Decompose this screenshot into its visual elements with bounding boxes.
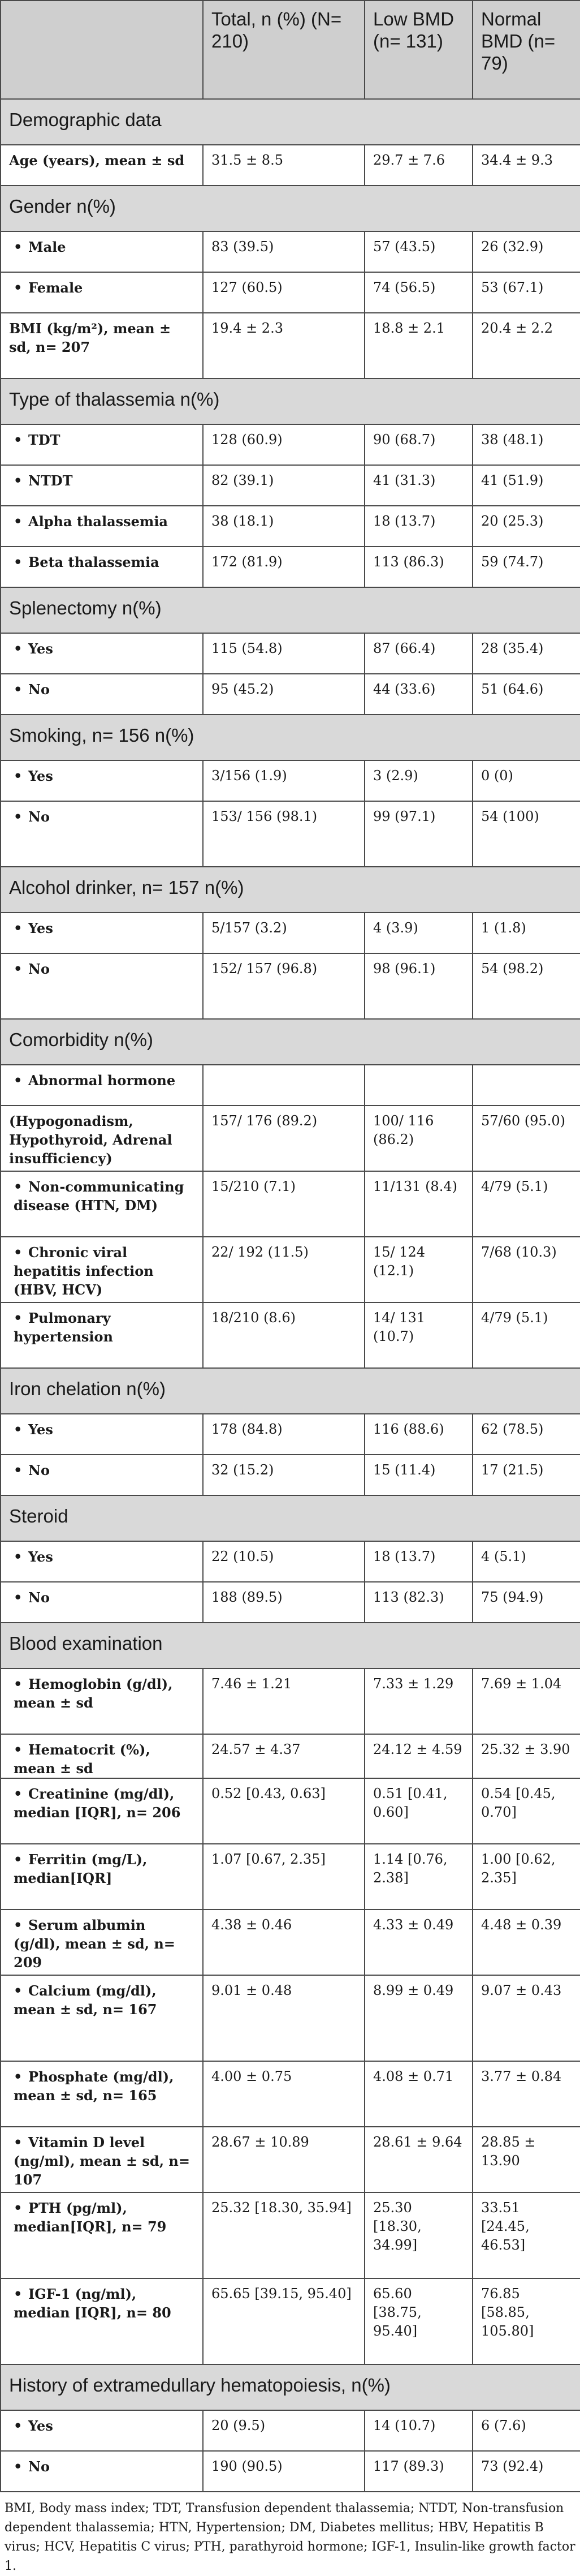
section-title: Steroid — [1, 1495, 580, 1541]
total-value-cell: 4.00 ± 0.75 — [203, 2061, 365, 2127]
table-row — [1, 2061, 580, 2127]
low-bmd-value-cell: 90 (68.7) — [365, 424, 473, 465]
row-label: Yes — [28, 1549, 53, 1565]
low-bmd-value-cell — [365, 1065, 473, 1106]
row-label-cell — [1, 465, 203, 506]
section-row-demographic-data — [1, 99, 580, 145]
bullet-marker: • — [14, 432, 23, 448]
table-row — [1, 1582, 580, 1623]
bullet-marker: • — [14, 2458, 23, 2475]
row-label-cell — [1, 547, 203, 587]
table-footnote: BMI, Body mass index; TDT, Transfusion dependent thalassemia; NTDT, Non-transfusion dependent thalassemia; HTN, Hypertension; DM, Diabetes mellitus; HBV, Hepatitis B virus; HCV, Hepatitis C virus; PTH, parathyroid hormone; IGF-1, Insulin-like growth factor 1. — [5, 2501, 575, 2573]
table-row — [1, 1734, 580, 1778]
total-value-cell: 22/ 192 (11.5) — [203, 1237, 365, 1302]
normal-bmd-value-cell: 7/68 (10.3) — [473, 1237, 580, 1302]
row-label-cell — [1, 1065, 203, 1106]
total-value-cell: 22 (10.5) — [203, 1541, 365, 1582]
section-row-steroid — [1, 1495, 580, 1541]
row-label: IGF-1 (ng/ml), median [IQR], n= 80 — [14, 2286, 171, 2321]
table-row — [1, 2451, 580, 2492]
row-label-cell — [1, 2192, 203, 2278]
low-bmd-value-cell: 7.33 ± 1.29 — [365, 1668, 473, 1734]
row-label: Age (years), mean ± sd — [9, 152, 185, 169]
table-row — [1, 1910, 580, 1975]
row-label: Alpha thalassemia — [28, 513, 168, 530]
row-label-cell — [1, 760, 203, 801]
low-bmd-value-cell: 29.7 ± 7.6 — [365, 145, 473, 186]
row-label-cell — [1, 1910, 203, 1975]
total-value-cell: 3/156 (1.9) — [203, 760, 365, 801]
table-row — [1, 1065, 580, 1106]
table-row — [1, 272, 580, 313]
table-row — [1, 506, 580, 547]
bullet-marker: • — [14, 1741, 23, 1758]
total-value-cell: 15/210 (7.1) — [203, 1171, 365, 1237]
bullet-marker: • — [14, 768, 23, 784]
section-title: Smoking, n= 156 n(%) — [1, 715, 580, 760]
row-label-cell — [1, 674, 203, 715]
bullet-marker: • — [14, 1917, 23, 1933]
total-value-cell: 65.65 [39.15, 95.40] — [203, 2278, 365, 2364]
normal-bmd-value-cell: 3.77 ± 0.84 — [473, 2061, 580, 2127]
total-value-cell: 157/ 176 (89.2) — [203, 1106, 365, 1171]
total-value-cell: 25.32 [18.30, 35.94] — [203, 2192, 365, 2278]
row-label-cell — [1, 424, 203, 465]
low-bmd-value-cell: 1.14 [0.76, 2.38] — [365, 1844, 473, 1910]
table-row — [1, 1844, 580, 1910]
row-label-cell — [1, 2410, 203, 2451]
bullet-marker: • — [14, 681, 23, 698]
low-bmd-value-cell: 98 (96.1) — [365, 953, 473, 1019]
table-row — [1, 2192, 580, 2278]
row-label: Hemoglobin (g/dl), mean ± sd — [14, 1676, 173, 1711]
low-bmd-value-cell: 87 (66.4) — [365, 633, 473, 674]
total-value-cell: 38 (18.1) — [203, 506, 365, 547]
table-row — [1, 231, 580, 272]
row-label-cell — [1, 313, 203, 379]
normal-bmd-value-cell: 54 (100) — [473, 801, 580, 867]
normal-bmd-value-cell: 0.54 [0.45, 0.70] — [473, 1778, 580, 1844]
low-bmd-value-cell: 18.8 ± 2.1 — [365, 313, 473, 379]
row-label-cell — [1, 953, 203, 1019]
low-bmd-value-cell: 14 (10.7) — [365, 2410, 473, 2451]
table-row — [1, 465, 580, 506]
row-label: Serum albumin (g/dl), mean ± sd, n= 209 — [14, 1917, 175, 1971]
section-row-alcohol-drinker-n-157-n — [1, 867, 580, 913]
normal-bmd-value-cell: 33.51 [24.45, 46.53] — [473, 2192, 580, 2278]
table-row — [1, 1668, 580, 1734]
row-label: PTH (pg/ml), median[IQR], n= 79 — [14, 2200, 167, 2235]
low-bmd-value-cell: 113 (82.3) — [365, 1582, 473, 1623]
total-value-cell: 32 (15.2) — [203, 1455, 365, 1495]
row-label: Non-communicating disease (HTN, DM) — [14, 1179, 184, 1214]
bullet-marker: • — [14, 472, 23, 489]
section-row-type-of-thalassemia-n — [1, 379, 580, 424]
normal-bmd-value-cell: 0 (0) — [473, 760, 580, 801]
normal-bmd-value-cell: 25.32 ± 3.90 — [473, 1734, 580, 1778]
row-label-cell — [1, 2278, 203, 2364]
row-label: No — [28, 681, 50, 698]
table-row — [1, 760, 580, 801]
section-row-iron-chelation-n — [1, 1368, 580, 1414]
bullet-marker: • — [14, 1676, 23, 1692]
row-label: Vitamin D level (ng/ml), mean ± sd, n= 107 — [14, 2134, 190, 2188]
low-bmd-value-cell: 57 (43.5) — [365, 231, 473, 272]
bullet-marker: • — [14, 2134, 23, 2151]
total-value-cell: 115 (54.8) — [203, 633, 365, 674]
normal-bmd-value-cell: 38 (48.1) — [473, 424, 580, 465]
low-bmd-value-cell: 8.99 ± 0.49 — [365, 1975, 473, 2061]
bullet-marker: • — [14, 2200, 23, 2216]
row-label: Female — [28, 279, 83, 296]
low-bmd-value-cell: 18 (13.7) — [365, 1541, 473, 1582]
row-label: Ferritin (mg/L), median[IQR] — [14, 1851, 148, 1886]
table-body — [1, 99, 580, 2492]
row-label: Abnormal hormone — [28, 1072, 176, 1089]
row-label: No — [28, 1462, 50, 1478]
total-value-cell: 95 (45.2) — [203, 674, 365, 715]
low-bmd-value-cell: 65.60 [38.75, 95.40] — [365, 2278, 473, 2364]
row-label-cell — [1, 1668, 203, 1734]
total-value-cell: 172 (81.9) — [203, 547, 365, 587]
row-label: Yes — [28, 768, 53, 784]
row-label-cell — [1, 1541, 203, 1582]
row-label-cell — [1, 913, 203, 953]
normal-bmd-value-cell: 4/79 (5.1) — [473, 1302, 580, 1368]
section-title: Alcohol drinker, n= 157 n(%) — [1, 867, 580, 913]
low-bmd-value-cell: 74 (56.5) — [365, 272, 473, 313]
normal-bmd-value-cell: 62 (78.5) — [473, 1414, 580, 1455]
row-label: NTDT — [28, 472, 73, 489]
normal-bmd-value-cell: 28.85 ± 13.90 — [473, 2127, 580, 2192]
row-label: TDT — [28, 432, 60, 448]
bullet-marker: • — [14, 513, 23, 530]
total-value-cell: 82 (39.1) — [203, 465, 365, 506]
normal-bmd-value-cell: 28 (35.4) — [473, 633, 580, 674]
bullet-marker: • — [14, 1982, 23, 1999]
bullet-marker: • — [14, 2418, 23, 2434]
row-label: Hematocrit (%), mean ± sd — [14, 1741, 150, 1777]
header-total: Total, n (%) (N= 210) — [203, 1, 365, 99]
low-bmd-value-cell: 28.61 ± 9.64 — [365, 2127, 473, 2192]
bullet-marker: • — [14, 1421, 23, 1438]
table-row — [1, 1171, 580, 1237]
section-title: Iron chelation n(%) — [1, 1368, 580, 1414]
bullet-marker: • — [14, 1244, 23, 1261]
table-row — [1, 1106, 580, 1171]
section-title: Demographic data — [1, 99, 580, 145]
total-value-cell: 5/157 (3.2) — [203, 913, 365, 953]
row-label-cell — [1, 1171, 203, 1237]
row-label-cell — [1, 231, 203, 272]
table-row — [1, 424, 580, 465]
total-value-cell: 24.57 ± 4.37 — [203, 1734, 365, 1778]
normal-bmd-value-cell — [473, 1065, 580, 1106]
total-value-cell: 1.07 [0.67, 2.35] — [203, 1844, 365, 1910]
total-value-cell: 153/ 156 (98.1) — [203, 801, 365, 867]
bullet-marker: • — [14, 1462, 23, 1478]
table-row — [1, 547, 580, 587]
row-label: Chronic viral hepatitis infection (HBV, HCV) — [14, 1244, 154, 1298]
low-bmd-value-cell: 18 (13.7) — [365, 506, 473, 547]
bullet-marker: • — [14, 920, 23, 936]
low-bmd-value-cell: 44 (33.6) — [365, 674, 473, 715]
table-row — [1, 1455, 580, 1495]
table-row — [1, 2278, 580, 2364]
normal-bmd-value-cell: 20 (25.3) — [473, 506, 580, 547]
normal-bmd-value-cell: 51 (64.6) — [473, 674, 580, 715]
row-label: Male — [28, 239, 66, 255]
bullet-marker: • — [14, 1549, 23, 1565]
row-label-cell — [1, 1414, 203, 1455]
row-label-cell — [1, 1975, 203, 2061]
low-bmd-value-cell: 113 (86.3) — [365, 547, 473, 587]
row-label-cell — [1, 1844, 203, 1910]
row-label: BMI (kg/m²), mean ± sd, n= 207 — [9, 320, 171, 355]
row-label: Creatinine (mg/dl), median [IQR], n= 206 — [14, 1786, 181, 1821]
row-label-cell — [1, 801, 203, 867]
normal-bmd-value-cell: 20.4 ± 2.2 — [473, 313, 580, 379]
low-bmd-value-cell: 15 (11.4) — [365, 1455, 473, 1495]
header-normal-bmd: Normal BMD (n= 79) — [473, 1, 580, 99]
normal-bmd-value-cell: 6 (7.6) — [473, 2410, 580, 2451]
row-label-cell — [1, 145, 203, 186]
row-label: Yes — [28, 2418, 53, 2434]
row-label-cell — [1, 1237, 203, 1302]
total-value-cell: 190 (90.5) — [203, 2451, 365, 2492]
total-value-cell: 128 (60.9) — [203, 424, 365, 465]
total-value-cell: 31.5 ± 8.5 — [203, 145, 365, 186]
table-row — [1, 1778, 580, 1844]
bullet-marker: • — [14, 279, 23, 296]
row-label-cell — [1, 1582, 203, 1623]
bullet-marker: • — [14, 640, 23, 657]
row-label: No — [28, 961, 50, 977]
total-value-cell: 28.67 ± 10.89 — [203, 2127, 365, 2192]
row-label-cell — [1, 633, 203, 674]
bullet-marker: • — [14, 1589, 23, 1606]
row-label: No — [28, 1589, 50, 1606]
table-row — [1, 1237, 580, 1302]
bullet-marker: • — [14, 239, 23, 255]
low-bmd-value-cell: 116 (88.6) — [365, 1414, 473, 1455]
row-label-cell — [1, 1778, 203, 1844]
row-label-cell — [1, 506, 203, 547]
table-row — [1, 953, 580, 1019]
section-row-gender-n — [1, 186, 580, 231]
normal-bmd-value-cell: 7.69 ± 1.04 — [473, 1668, 580, 1734]
normal-bmd-value-cell: 26 (32.9) — [473, 231, 580, 272]
section-title: Gender n(%) — [1, 186, 580, 231]
low-bmd-value-cell: 25.30 [18.30, 34.99] — [365, 2192, 473, 2278]
low-bmd-value-cell: 24.12 ± 4.59 — [365, 1734, 473, 1778]
total-value-cell — [203, 1065, 365, 1106]
table-row — [1, 2127, 580, 2192]
section-row-comorbidity-n — [1, 1019, 580, 1065]
row-label-cell — [1, 2061, 203, 2127]
row-label: Phosphate (mg/dl), mean ± sd, n= 165 — [14, 2068, 174, 2104]
total-value-cell: 7.46 ± 1.21 — [203, 1668, 365, 1734]
low-bmd-value-cell: 99 (97.1) — [365, 801, 473, 867]
bullet-marker: • — [14, 1072, 23, 1089]
section-title: Splenectomy n(%) — [1, 587, 580, 633]
low-bmd-value-cell: 117 (89.3) — [365, 2451, 473, 2492]
total-value-cell: 9.01 ± 0.48 — [203, 1975, 365, 2061]
normal-bmd-value-cell: 73 (92.4) — [473, 2451, 580, 2492]
bullet-marker: • — [14, 554, 23, 570]
total-value-cell: 178 (84.8) — [203, 1414, 365, 1455]
section-title: Comorbidity n(%) — [1, 1019, 580, 1065]
header-row — [1, 1, 580, 99]
bullet-marker: • — [14, 1851, 23, 1868]
total-value-cell: 0.52 [0.43, 0.63] — [203, 1778, 365, 1844]
normal-bmd-value-cell: 9.07 ± 0.43 — [473, 1975, 580, 2061]
normal-bmd-value-cell: 1.00 [0.62, 2.35] — [473, 1844, 580, 1910]
normal-bmd-value-cell: 75 (94.9) — [473, 1582, 580, 1623]
table-row — [1, 2410, 580, 2451]
total-value-cell: 127 (60.5) — [203, 272, 365, 313]
header-blank-cell — [1, 1, 203, 99]
low-bmd-value-cell: 4 (3.9) — [365, 913, 473, 953]
row-label: Yes — [28, 920, 53, 936]
table-row — [1, 1541, 580, 1582]
normal-bmd-value-cell: 4/79 (5.1) — [473, 1171, 580, 1237]
bullet-marker: • — [14, 1179, 23, 1195]
table-row — [1, 913, 580, 953]
total-value-cell: 83 (39.5) — [203, 231, 365, 272]
normal-bmd-value-cell: 76.85 [58.85, 105.80] — [473, 2278, 580, 2364]
low-bmd-value-cell: 0.51 [0.41, 0.60] — [365, 1778, 473, 1844]
normal-bmd-value-cell: 41 (51.9) — [473, 465, 580, 506]
row-label-cell — [1, 1734, 203, 1778]
total-value-cell: 20 (9.5) — [203, 2410, 365, 2451]
low-bmd-value-cell: 41 (31.3) — [365, 465, 473, 506]
low-bmd-value-cell: 15/ 124 (12.1) — [365, 1237, 473, 1302]
total-value-cell: 188 (89.5) — [203, 1582, 365, 1623]
total-value-cell: 19.4 ± 2.3 — [203, 313, 365, 379]
table-row — [1, 801, 580, 867]
row-label: (Hypogonadism, Hypothyroid, Adrenal insufficiency) — [9, 1113, 172, 1167]
normal-bmd-value-cell: 57/60 (95.0) — [473, 1106, 580, 1171]
table-row — [1, 674, 580, 715]
row-label-cell — [1, 1455, 203, 1495]
bullet-marker: • — [14, 1310, 23, 1326]
normal-bmd-value-cell: 53 (67.1) — [473, 272, 580, 313]
table-row — [1, 1302, 580, 1368]
low-bmd-value-cell: 4.33 ± 0.49 — [365, 1910, 473, 1975]
row-label: Calcium (mg/dl), mean ± sd, n= 167 — [14, 1982, 157, 2018]
total-value-cell: 4.38 ± 0.46 — [203, 1910, 365, 1975]
section-row-smoking-n-156-n — [1, 715, 580, 760]
row-label: Yes — [28, 640, 53, 657]
header-low-bmd: Low BMD (n= 131) — [365, 1, 473, 99]
row-label-cell — [1, 2127, 203, 2192]
normal-bmd-value-cell: 59 (74.7) — [473, 547, 580, 587]
section-title: History of extramedullary hematopoiesis, n(%) — [1, 2364, 580, 2410]
row-label-cell — [1, 1302, 203, 1368]
bullet-marker: • — [14, 2286, 23, 2302]
normal-bmd-value-cell: 4 (5.1) — [473, 1541, 580, 1582]
bullet-marker: • — [14, 961, 23, 977]
low-bmd-value-cell: 3 (2.9) — [365, 760, 473, 801]
table-row — [1, 1975, 580, 2061]
normal-bmd-value-cell: 17 (21.5) — [473, 1455, 580, 1495]
table-row — [1, 145, 580, 186]
row-label: Beta thalassemia — [28, 554, 159, 570]
table-row — [1, 1414, 580, 1455]
row-label-cell — [1, 2451, 203, 2492]
section-row-blood-examination — [1, 1623, 580, 1668]
low-bmd-value-cell: 4.08 ± 0.71 — [365, 2061, 473, 2127]
low-bmd-value-cell: 11/131 (8.4) — [365, 1171, 473, 1237]
table-row — [1, 633, 580, 674]
row-label-cell — [1, 1106, 203, 1171]
normal-bmd-value-cell: 1 (1.8) — [473, 913, 580, 953]
row-label: No — [28, 2458, 50, 2475]
total-value-cell: 18/210 (8.6) — [203, 1302, 365, 1368]
row-label: Pulmonary hypertension — [14, 1310, 113, 1345]
bullet-marker: • — [14, 1786, 23, 1802]
row-label: Yes — [28, 1421, 53, 1438]
row-label-cell — [1, 272, 203, 313]
table-row — [1, 313, 580, 379]
low-bmd-value-cell: 14/ 131 (10.7) — [365, 1302, 473, 1368]
section-title: Type of thalassemia n(%) — [1, 379, 580, 424]
bullet-marker: • — [14, 809, 23, 825]
row-label: No — [28, 809, 50, 825]
low-bmd-value-cell: 100/ 116 (86.2) — [365, 1106, 473, 1171]
normal-bmd-value-cell: 4.48 ± 0.39 — [473, 1910, 580, 1975]
total-value-cell: 152/ 157 (96.8) — [203, 953, 365, 1019]
normal-bmd-value-cell: 34.4 ± 9.3 — [473, 145, 580, 186]
table-header — [1, 1, 580, 99]
section-row-splenectomy-n — [1, 587, 580, 633]
normal-bmd-value-cell: 54 (98.2) — [473, 953, 580, 1019]
bullet-marker: • — [14, 2068, 23, 2085]
section-title: Blood examination — [1, 1623, 580, 1668]
